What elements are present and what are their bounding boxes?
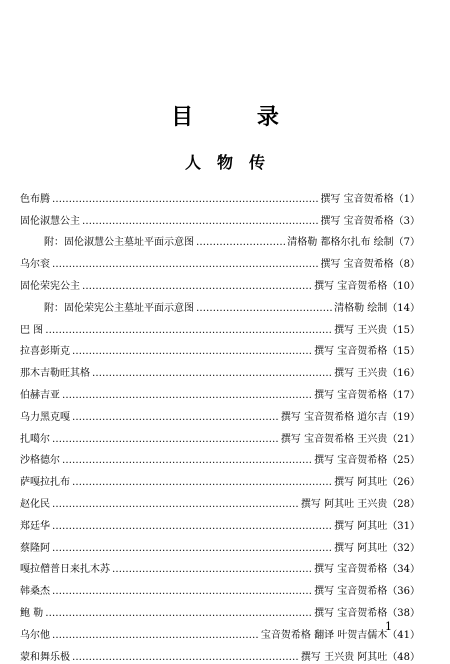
toc-leader-dots [62, 455, 312, 467]
toc-entry-name: 巴 图 [20, 324, 44, 336]
toc-entry-name: 固伦荣宪公主 [20, 280, 80, 292]
toc-entry-credit: 撰写 宝音贺希格 道尔吉 [280, 411, 388, 423]
toc-entry-credit: 撰写 阿其吐 [334, 520, 388, 532]
toc-entry-page: （41） [387, 629, 420, 641]
toc-entry [20, 293, 420, 315]
toc-entry [20, 380, 420, 402]
toc-entry [20, 249, 420, 271]
toc-entry-page: （8） [393, 259, 420, 271]
toc-entry [20, 315, 420, 337]
toc-entry-page: （48） [387, 651, 420, 663]
toc-entry-page: （26） [387, 477, 420, 489]
toc-entry-name: 乌尔他 [20, 629, 50, 641]
toc-leader-dots [52, 259, 318, 271]
toc-leader-dots [62, 390, 312, 402]
toc-entry-credit: 撰写 王兴贵 [334, 368, 388, 380]
toc-entry-page: （34） [387, 564, 420, 576]
toc-entry-name: 蒙和舞乐极 [20, 651, 70, 663]
toc-entry [20, 206, 420, 228]
toc-entry-page: （14） [387, 302, 420, 314]
toc-entry [20, 446, 420, 468]
toc-leader-dots [112, 564, 312, 576]
toc-leader-dots [72, 412, 279, 424]
toc-entry-credit: 清格勒 绘制 [334, 302, 388, 314]
toc-leader-dots [52, 434, 279, 446]
section-title: 人物传 [184, 153, 281, 172]
table-of-contents [20, 184, 420, 664]
toc-entry-credit: 撰写 宝音贺希格 [314, 586, 388, 598]
toc-entry-name: 鲍 勒 [20, 607, 44, 619]
toc-entry-page: （16） [387, 368, 420, 380]
toc-entry-credit: 清格勒 都格尔扎布 绘制 [287, 237, 394, 249]
toc-entry-name: 赵化民 [20, 498, 50, 510]
toc-entry [20, 555, 420, 577]
toc-entry-page: （19） [387, 411, 420, 423]
toc-entry-page: （25） [387, 455, 420, 467]
toc-entry [20, 511, 420, 533]
toc-leader-dots [72, 477, 332, 489]
toc-entry-name: 郑廷华 [20, 520, 50, 532]
toc-entry-name: 嘎拉僧普日来扎木苏 [20, 564, 110, 576]
toc-entry-credit: 撰写 宝音贺希格 王兴贵 [280, 433, 388, 445]
toc-entry-name: 蔡隆阿 [20, 542, 50, 554]
toc-entry [20, 228, 420, 250]
toc-entry-page: （28） [387, 498, 420, 510]
toc-entry-name: 附：固伦荣宪公主墓址平面示意图 [44, 302, 194, 314]
toc-leader-dots [52, 194, 318, 206]
toc-entry [20, 576, 420, 598]
toc-entry-page: （15） [387, 346, 420, 358]
toc-entry [20, 184, 420, 206]
toc-entry-page: （31） [387, 520, 420, 532]
toc-entry-page: （7） [393, 237, 420, 249]
toc-entry-name: 固伦淑慧公主 [20, 215, 80, 227]
toc-entry-credit: 撰写 宝音贺希格 [320, 259, 394, 271]
toc-entry-name: 拉喜彭斯克 [20, 346, 70, 358]
toc-entry-credit: 撰写 宝音贺希格 [314, 455, 388, 467]
toc-leader-dots [196, 303, 332, 315]
toc-entry-credit: 宝音贺希格 翻译 叶贺吉儒木 [260, 629, 388, 641]
toc-entry-name: 色布腾 [20, 193, 50, 205]
toc-leader-dots [52, 630, 259, 642]
toc-entry-credit: 撰写 阿其吐 [334, 542, 388, 554]
toc-entry [20, 489, 420, 511]
toc-entry-credit: 撰写 宝音贺希格 [314, 389, 388, 401]
toc-entry-page: （21） [387, 433, 420, 445]
toc-leader-dots [52, 521, 332, 533]
toc-entry-name: 扎噶尔 [20, 433, 50, 445]
page-number: 1 [385, 620, 392, 633]
toc-leader-dots [45, 325, 332, 337]
toc-entry [20, 467, 420, 489]
toc-entry-credit: 撰写 阿其吐 王兴贵 [300, 498, 388, 510]
toc-entry-page: （38） [387, 607, 420, 619]
toc-leader-dots [52, 543, 332, 555]
toc-leader-dots [82, 281, 312, 293]
toc-entry-page: （15） [387, 324, 420, 336]
toc-entry-name: 沙格德尔 [20, 455, 60, 467]
toc-entry-name: 附：固伦淑慧公主墓址平面示意图 [44, 237, 194, 249]
toc-entry-credit: 撰写 宝音贺希格 [314, 564, 388, 576]
toc-entry-name: 乌尔衮 [20, 259, 50, 271]
toc-entry-credit: 撰写 阿其吐 [334, 477, 388, 489]
toc-entry-page: （1） [393, 193, 420, 205]
toc-leader-dots [45, 608, 312, 620]
toc-leader-dots [72, 652, 299, 664]
toc-leader-dots [72, 346, 312, 358]
toc-entry-credit: 撰写 宝音贺希格 [320, 215, 394, 227]
toc-entry-name: 伯赫吉亚 [20, 389, 60, 401]
toc-entry-credit: 撰写 宝音贺希格 [320, 193, 394, 205]
toc-entry [20, 642, 420, 664]
toc-entry [20, 533, 420, 555]
toc-entry-name: 乌力黑克嘎 [20, 411, 70, 423]
toc-entry-page: （10） [387, 280, 420, 292]
toc-entry-name: 韩桑杰 [20, 586, 50, 598]
toc-entry [20, 271, 420, 293]
toc-entry-name: 萨嘎拉扎布 [20, 477, 70, 489]
toc-entry [20, 598, 420, 620]
toc-leader-dots [196, 237, 285, 249]
toc-leader-dots [82, 216, 318, 228]
toc-entry-credit: 撰写 王兴贵 [334, 324, 388, 336]
toc-entry [20, 620, 420, 642]
toc-entry-credit: 撰写 宝音贺希格 [314, 346, 388, 358]
toc-entry-credit: 撰写 宝音贺希格 [314, 280, 388, 292]
toc-entry [20, 424, 420, 446]
toc-entry [20, 337, 420, 359]
toc-entry-page: （17） [387, 389, 420, 401]
toc-entry-credit: 撰写 宝音贺希格 [314, 607, 388, 619]
toc-entry-credit: 撰写 王兴贵 阿其吐 [300, 651, 388, 663]
toc-entry-page: （32） [387, 542, 420, 554]
toc-entry-name: 那木吉勒旺其格 [20, 368, 90, 380]
toc-entry-page: （3） [393, 215, 420, 227]
toc-leader-dots [52, 586, 312, 598]
toc-leader-dots [92, 368, 332, 380]
page-title: 目 录 [171, 104, 307, 130]
toc-entry-page: （36） [387, 586, 420, 598]
toc-leader-dots [52, 499, 299, 511]
toc-entry [20, 358, 420, 380]
toc-entry [20, 402, 420, 424]
